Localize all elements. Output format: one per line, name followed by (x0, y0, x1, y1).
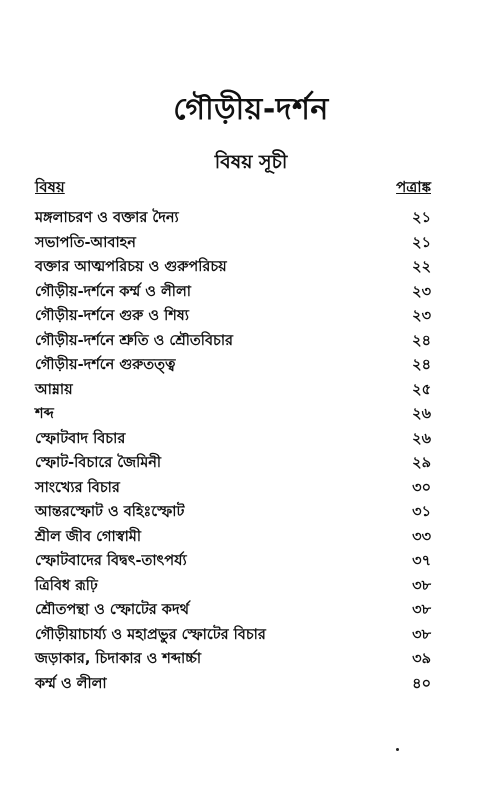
toc-entry-title: শব্দ (35, 406, 54, 422)
toc-entry-title: স্ফোটবাদের বিদ্বৎ-তাৎপর্য্য (35, 553, 187, 569)
toc-entry (35, 499, 431, 524)
toc-entry-title: স্ফোট-বিচারে জৈমিনী (35, 455, 162, 471)
toc-entry (35, 646, 431, 671)
toc-entry-title: ত্রিবিধ রূঢ়ি (35, 577, 98, 594)
toc-entry (35, 450, 431, 475)
toc-entry (35, 254, 431, 279)
toc-header-row (35, 176, 431, 200)
toc-entry (35, 548, 431, 573)
toc-entry (35, 377, 431, 402)
toc-entry-title: গৌড়ীয়াচার্য্য ও মহাপ্রভুর স্ফোটের বিচার (35, 626, 266, 643)
toc-entry-page: ২৩ (412, 283, 431, 300)
toc-entry (35, 597, 431, 622)
toc-entry-title: সভাপতি-আবাহন (35, 234, 136, 251)
toc-entry-page: ৩৮ (412, 626, 431, 643)
toc-entry-page: ৩৮ (412, 577, 431, 594)
toc-entry (35, 426, 431, 451)
toc-entry-title: শ্রৌতপন্থা ও স্ফোটের কদর্থ (35, 602, 189, 618)
toc-entry (35, 279, 431, 304)
toc-entry (35, 524, 431, 549)
toc-entry-title: বক্তার আত্মপরিচয় ও গুরুপরিচয় (35, 259, 227, 275)
toc-entry-page: ২৪ (412, 332, 431, 349)
toc-entry-page: ৪০ (412, 675, 431, 692)
toc-entry-page: ২৬ (412, 430, 431, 447)
toc-entry-title: গৌড়ীয়-দর্শনে গুরু ও শিষ্য (35, 308, 189, 324)
toc-entry-title: আম্নায় (35, 381, 73, 398)
subject-column-header: বিষয় (35, 178, 65, 196)
toc-heading: বিষয় সূচী (214, 151, 288, 173)
toc-entry-page: ২২ (412, 259, 431, 275)
toc-entry (35, 205, 431, 230)
toc-entry-page: ৩৩ (412, 528, 431, 545)
toc-list (35, 205, 431, 695)
toc-entry-title: স্ফোটবাদ বিচার (35, 430, 126, 447)
toc-entry (35, 573, 431, 598)
page-column-header: পত্রাঙ্ক (396, 178, 431, 196)
toc-entry-page: ৩৮ (412, 602, 431, 618)
toc-entry-page: ৩১ (412, 504, 431, 520)
toc-entry-title: গৌড়ীয়-দর্শনে শ্রুতি ও শ্রৌতবিচার (35, 332, 234, 349)
toc-entry-page: ২১ (412, 234, 431, 251)
toc-entry-page: ২৪ (412, 357, 431, 373)
toc-entry-title: গৌড়ীয়-দর্শনে গুরুতত্ত্ব (35, 357, 176, 373)
toc-entry-title: সাংখ্যের বিচার (35, 479, 120, 496)
toc-entry-page: ২১ (412, 210, 431, 226)
toc-entry-title: শ্রীল জীব গোস্বামী (35, 528, 141, 545)
toc-entry-title: জড়াকার, চিদাকার ও শব্দার্চ্চা (35, 651, 202, 667)
toc-entry-title: গৌড়ীয়-দর্শনে কর্ম্ম ও লীলা (35, 283, 191, 300)
toc-entry (35, 303, 431, 328)
ink-speck (396, 748, 399, 751)
toc-entry (35, 401, 431, 426)
book-title: গৌড়ীয়-দর্শন (173, 92, 329, 127)
toc-entry-page: ২৫ (412, 381, 431, 398)
toc-entry (35, 328, 431, 353)
toc-entry-page: ২৩ (412, 308, 431, 324)
toc-entry-page: ৩৯ (412, 651, 431, 667)
toc-entry (35, 230, 431, 255)
toc-entry-page: ৩৭ (412, 553, 431, 569)
toc-entry (35, 622, 431, 647)
toc-entry-page: ২৬ (412, 406, 431, 422)
toc-entry-page: ৩০ (412, 479, 431, 496)
toc-entry (35, 475, 431, 500)
toc-entry (35, 671, 431, 696)
toc-entry-page: ২৯ (412, 455, 431, 471)
toc-entry-title: আন্তরস্ফোট ও বহিঃস্ফোট (35, 504, 185, 520)
toc-entry-title: মঙ্গলাচরণ ও বক্তার দৈন্য (35, 210, 179, 226)
toc-entry-title: কর্ম্ম ও লীলা (35, 675, 107, 692)
toc-entry (35, 352, 431, 377)
